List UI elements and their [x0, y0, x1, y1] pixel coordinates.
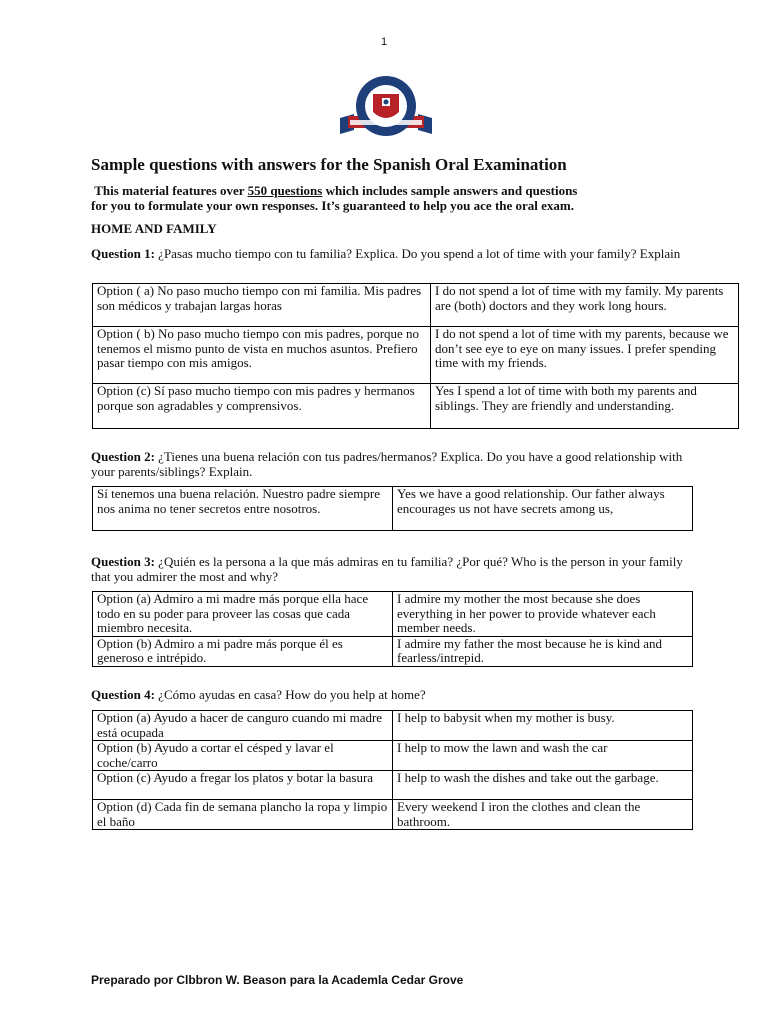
section-heading: HOME AND FAMILY: [91, 221, 217, 236]
spanish-answer: Option (a) Admiro a mi madre más porque ella hace todo en su poder para proveer las cosas que cada miembro necesita.: [93, 592, 393, 637]
spanish-answer: Option ( a) No paso mucho tiempo con mi familia. Mis padres son médicos y trabajan largas horas: [93, 284, 431, 327]
table-row: [93, 711, 693, 741]
intro-paragraph: [91, 183, 691, 213]
table-row: [93, 384, 739, 429]
answer-table-1: [92, 283, 739, 429]
english-answer: I help to mow the lawn and wash the car: [393, 741, 693, 771]
question-label: Question 1:: [91, 246, 155, 261]
english-answer: I admire my mother the most because she does everything in her power to provide whatever each member needs.: [393, 592, 693, 637]
spanish-answer: Option (b) Admiro a mi padre más porque él es generoso e intrépido.: [93, 636, 393, 666]
question-label: Question 4:: [91, 687, 155, 702]
spanish-answer: Option (a) Ayudo a hacer de canguro cuando mi madre está ocupada: [93, 711, 393, 741]
intro-highlight: 550 questions: [247, 183, 323, 198]
question-1: [91, 246, 691, 261]
footer-credit: Preparado por Clbbron W. Beason para la Academla Cedar Grove: [91, 973, 464, 987]
table-row: [93, 487, 693, 531]
question-label: Question 2:: [91, 449, 155, 464]
answer-table-2: [92, 486, 693, 531]
table-row: [93, 327, 739, 384]
question-2: [91, 449, 691, 479]
english-answer: Yes we have a good relationship. Our father always encourages us not have secrets among us,: [393, 487, 693, 531]
spanish-answer: Option (b) Ayudo a cortar el césped y lavar el coche/carro: [93, 741, 393, 771]
table-row: [93, 771, 693, 800]
english-answer: I help to wash the dishes and take out the garbage.: [393, 771, 693, 800]
english-answer: Every weekend I iron the clothes and clean the bathroom.: [393, 800, 693, 830]
english-answer: Yes I spend a lot of time with both my parents and siblings. They are friendly and understanding.: [431, 384, 739, 429]
answer-table-4: [92, 710, 693, 830]
intro-part1: This material features over: [94, 183, 245, 198]
intro-part2: which includes sample answers and questions: [325, 183, 578, 198]
table-row: [93, 741, 693, 771]
english-answer: I do not spend a lot of time with my parents, because we don’t see eye to eye on many issues. I prefer spending time with my friends.: [431, 327, 739, 384]
spanish-answer: Option (d) Cada fin de semana plancho la ropa y limpio el baño: [93, 800, 393, 830]
question-text: ¿Tienes una buena relación con tus padres/hermanos? Explica. Do you have a good relationship with your parents/siblings? Explain.: [91, 449, 683, 479]
answer-table-3: [92, 591, 693, 667]
spanish-answer: Option (c) Sí paso mucho tiempo con mis padres y hermanos porque son agradables y comprensivos.: [93, 384, 431, 429]
question-label: Question 3:: [91, 554, 155, 569]
spanish-answer: Sí tenemos una buena relación. Nuestro padre siempre nos anima no tener secretos entre nosotros.: [93, 487, 393, 531]
question-text: ¿Cómo ayudas en casa? How do you help at home?: [158, 687, 426, 702]
question-3: [91, 554, 691, 584]
page-number: 1: [380, 36, 388, 48]
academy-logo: [336, 72, 436, 144]
question-text: ¿Quién es la persona a la que más admiras en tu familia? ¿Por qué? Who is the person in your family that you admirer the most and why?: [91, 554, 683, 584]
english-answer: I do not spend a lot of time with my family. My parents are (both) doctors and they work long hours.: [431, 284, 739, 327]
spanish-answer: Option ( b) No paso mucho tiempo con mis padres, porque no tenemos el mismo punto de vista en muchos asuntos. Prefiero pasar tiempo con mis amigos.: [93, 327, 431, 384]
table-row: [93, 284, 739, 327]
table-row: [93, 800, 693, 830]
document-title: Sample questions with answers for the Spanish Oral Examination: [91, 155, 567, 174]
english-answer: I help to babysit when my mother is busy.: [393, 711, 693, 741]
table-row: [93, 592, 693, 637]
question-text: ¿Pasas mucho tiempo con tu familia? Explica. Do you spend a lot of time with your family? Explain: [158, 246, 681, 261]
intro-line2: for you to formulate your own responses. It’s guaranteed to help you ace the oral exam.: [91, 198, 575, 213]
question-4: [91, 687, 691, 702]
table-row: [93, 636, 693, 666]
english-answer: I admire my father the most because he is kind and fearless/intrepid.: [393, 636, 693, 666]
spanish-answer: Option (c) Ayudo a fregar los platos y botar la basura: [93, 771, 393, 800]
